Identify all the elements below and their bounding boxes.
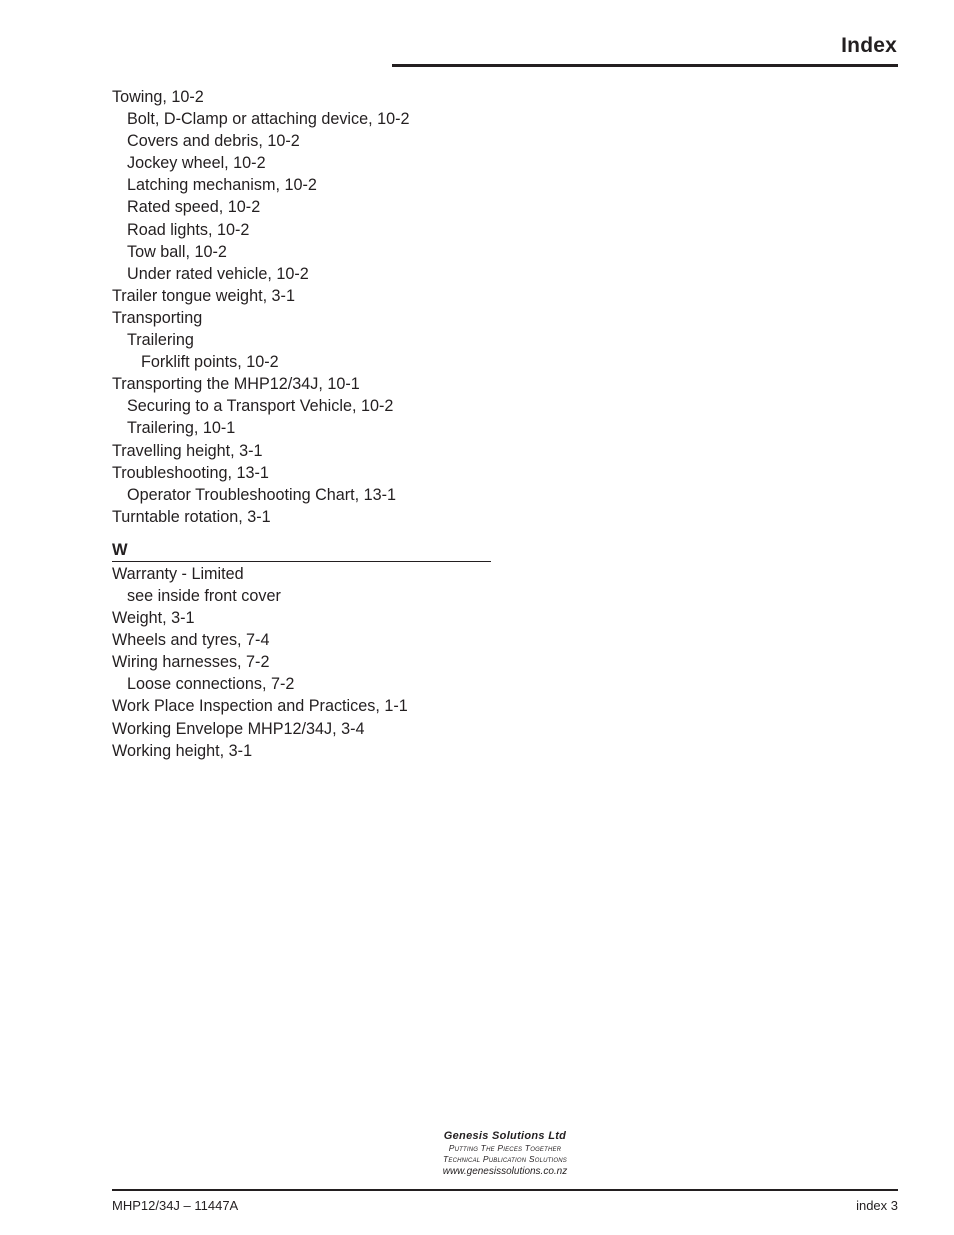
index-entry: Transporting — [112, 308, 203, 327]
section-letter-heading: W — [112, 539, 491, 562]
index-subentry: Loose connections, 7-2 — [127, 675, 295, 694]
index-entry: Towing, 10-2 — [112, 88, 204, 106]
index-subentry: Securing to a Transport Vehicle, 10-2 — [127, 397, 394, 416]
page-title: Index — [841, 34, 897, 57]
index-entry: Warranty - Limited — [112, 564, 244, 583]
index-entry: Wiring harnesses, 7-2 — [112, 653, 270, 672]
index-entry: Transporting the MHP12/34J, 10-1 — [112, 375, 360, 394]
index-subentry: Trailering, 10-1 — [127, 419, 236, 438]
index-entry: Wheels and tyres, 7-4 — [112, 631, 270, 650]
index-entry: Work Place Inspection and Practices, 1-1 — [112, 697, 408, 716]
logo-name: Genesis Solutions Ltd — [443, 1130, 567, 1142]
index-subentry: Bolt, D-Clamp or attaching device, 10-2 — [127, 110, 410, 129]
index-subentry: Under rated vehicle, 10-2 — [127, 264, 309, 283]
index-entry: Troubleshooting, 13-1 — [112, 463, 269, 482]
logo-tagline: Putting The Pieces Together — [448, 1142, 562, 1153]
index-subentry: Forklift points, 10-2 — [141, 353, 279, 372]
index-entry: Trailer tongue weight, 3-1 — [112, 286, 295, 305]
index-entry: Working Envelope MHP12/34J, 3-4 — [112, 719, 365, 738]
title-rule — [392, 64, 898, 67]
index-subentry: see inside front cover — [127, 586, 281, 605]
publisher-logo — [405, 1131, 605, 1177]
index-entry: Turntable rotation, 3-1 — [112, 507, 271, 526]
index-subentry: Rated speed, 10-2 — [127, 198, 261, 217]
footer-doc-id: MHP12/34J – 11447A — [112, 1198, 239, 1213]
index-subentry: Trailering — [127, 331, 194, 350]
index-subentry: Latching mechanism, 10-2 — [127, 176, 317, 195]
index-subentry: Operator Troubleshooting Chart, 13-1 — [127, 485, 397, 504]
footer-rule — [112, 1189, 898, 1191]
index-entry: Weight, 3-1 — [112, 609, 195, 628]
index-subentry: Road lights, 10-2 — [127, 220, 250, 239]
logo-tagline-2: Technical Publication Solutions — [442, 1154, 568, 1164]
index-entry: Travelling height, 3-1 — [112, 441, 263, 460]
index-subentry: Covers and debris, 10-2 — [127, 132, 300, 151]
index-list — [112, 86, 492, 762]
index-subentry: Jockey wheel, 10-2 — [127, 154, 266, 173]
footer-page-number: index 3 — [856, 1198, 898, 1213]
logo-url: www.genesissolutions.co.nz — [442, 1165, 568, 1177]
index-entry: Working height, 3-1 — [112, 741, 253, 760]
index-subentry: Tow ball, 10-2 — [127, 242, 227, 261]
